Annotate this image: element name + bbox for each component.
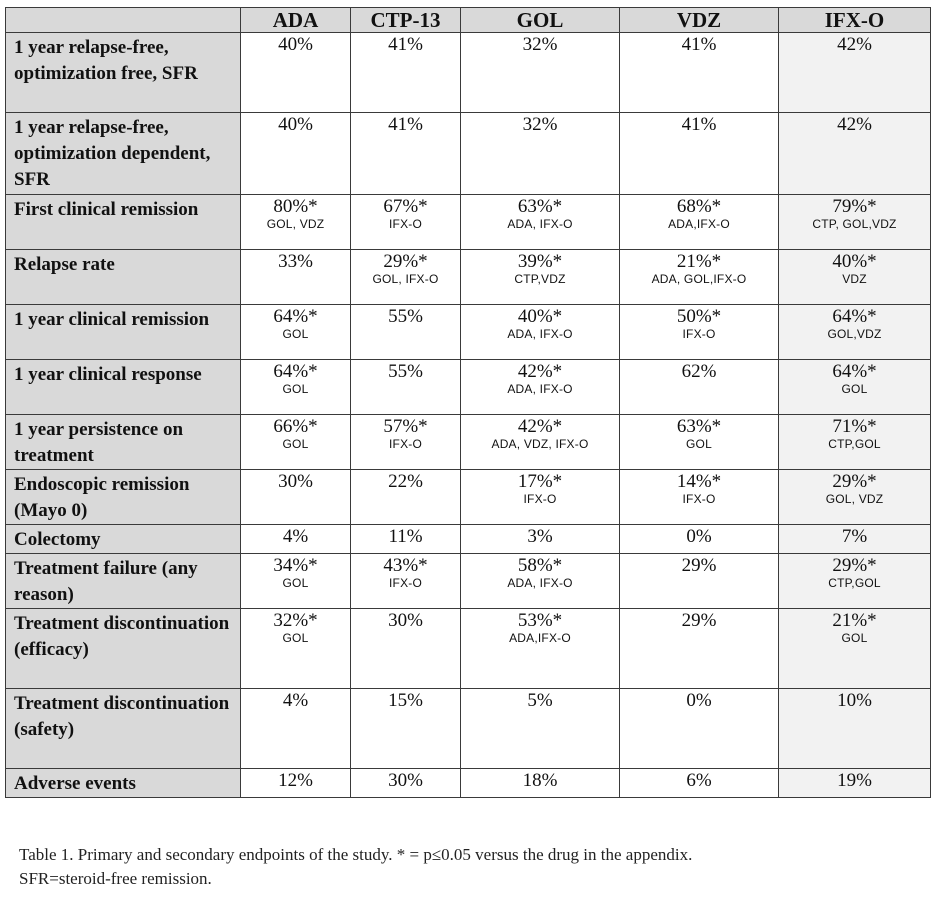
value-cell (241, 554, 351, 609)
row-label: Endoscopic remission (Mayo 0) (6, 470, 241, 525)
cell-value: 3% (527, 526, 553, 547)
value-cell (241, 525, 351, 554)
cell-comparison-note: ADA, IFX-O (507, 576, 573, 590)
value-cell (351, 360, 461, 415)
value-cell (620, 525, 779, 554)
value-cell (351, 609, 461, 689)
value-cell (779, 689, 931, 769)
cell-comparison-note: ADA, IFX-O (507, 217, 573, 231)
value-cell (779, 470, 931, 525)
cell-value: 4% (282, 690, 309, 711)
cell-value: 41% (681, 34, 717, 55)
row-label: Adverse events (6, 769, 241, 798)
value-cell (351, 470, 461, 525)
table-row (6, 609, 931, 689)
endpoints-table (5, 7, 931, 798)
value-cell (620, 609, 779, 689)
value-cell (351, 554, 461, 609)
row-label: 1 year relapse-free, optimization free, SFR (6, 33, 241, 113)
value-cell (620, 305, 779, 360)
value-cell (461, 415, 620, 470)
cell-value: 33% (278, 251, 313, 272)
value-cell (351, 195, 461, 250)
cell-value: 50%* (676, 306, 722, 327)
row-label: 1 year clinical remission (6, 305, 241, 360)
value-cell (461, 113, 620, 195)
table-row (6, 470, 931, 525)
value-cell (779, 609, 931, 689)
cell-comparison-note: IFX-O (389, 217, 422, 231)
cell-comparison-note: GOL, VDZ (266, 217, 325, 231)
caption-line-2: SFR=steroid-free remission. (19, 869, 212, 888)
table-row (6, 525, 931, 554)
cell-value: 22% (388, 471, 423, 492)
row-label: Treatment discontinuation (efficacy) (6, 609, 241, 689)
cell-value: 42% (837, 114, 872, 135)
value-cell (351, 113, 461, 195)
cell-value: 0% (686, 690, 712, 711)
cell-value: 55% (388, 306, 423, 327)
value-cell (620, 113, 779, 195)
value-cell (620, 769, 779, 798)
value-cell (779, 415, 931, 470)
cell-value: 79%* (832, 196, 877, 217)
value-cell (351, 250, 461, 305)
value-cell (461, 33, 620, 113)
cell-comparison-note: ADA,IFX-O (509, 631, 571, 645)
value-cell (779, 554, 931, 609)
cell-comparison-note: GOL (282, 327, 309, 341)
row-label: 1 year relapse-free, optimization dependent, SFR (6, 113, 241, 195)
cell-comparison-note: GOL, IFX-O (372, 272, 439, 286)
cell-value: 64%* (832, 361, 877, 382)
row-label: Colectomy (6, 525, 241, 554)
header-row (6, 8, 931, 33)
value-cell (620, 360, 779, 415)
cell-comparison-note: ADA,IFX-O (668, 217, 730, 231)
cell-value: 30% (388, 770, 423, 791)
column-header-ctp-13: CTP-13 (351, 8, 461, 33)
column-header-gol: GOL (461, 8, 620, 33)
cell-comparison-note: ADA, IFX-O (507, 382, 573, 396)
cell-comparison-note: ADA, GOL,IFX-O (651, 272, 747, 286)
cell-comparison-note: VDZ (842, 272, 867, 286)
value-cell (779, 113, 931, 195)
caption-line-1: Table 1. Primary and secondary endpoints of the study. * = p≤0.05 versus the drug in the appendix. (19, 845, 693, 864)
cell-value: 42%* (517, 361, 563, 382)
value-cell (351, 689, 461, 769)
cell-value: 15% (388, 690, 423, 711)
cell-value: 64%* (273, 361, 318, 382)
cell-value: 43%* (383, 555, 428, 576)
value-cell (241, 305, 351, 360)
row-label: 1 year clinical response (6, 360, 241, 415)
cell-value: 53%* (517, 610, 563, 631)
cell-comparison-note: IFX-O (523, 492, 557, 506)
cell-value: 68%* (676, 196, 722, 217)
cell-value: 66%* (273, 416, 318, 437)
row-label: 1 year persistence on treatment (6, 415, 241, 470)
cell-comparison-note: GOL (686, 437, 712, 451)
value-cell (461, 195, 620, 250)
value-cell (241, 689, 351, 769)
cell-value: 40%* (832, 251, 877, 272)
value-cell (779, 769, 931, 798)
cell-comparison-note: CTP,GOL (828, 437, 881, 451)
cell-value: 19% (837, 770, 872, 791)
value-cell (351, 33, 461, 113)
value-cell (241, 415, 351, 470)
table-body (6, 33, 931, 798)
table-row (6, 195, 931, 250)
cell-comparison-note: GOL (841, 382, 868, 396)
value-cell (241, 609, 351, 689)
value-cell (620, 33, 779, 113)
cell-value: 64%* (273, 306, 318, 327)
value-cell (779, 250, 931, 305)
cell-value: 30% (388, 610, 423, 631)
value-cell (241, 250, 351, 305)
column-header-vdz: VDZ (620, 8, 779, 33)
cell-comparison-note: IFX-O (682, 492, 716, 506)
table-row (6, 360, 931, 415)
value-cell (620, 689, 779, 769)
cell-value: 5% (527, 690, 553, 711)
cell-comparison-note: IFX-O (389, 437, 422, 451)
cell-value: 42%* (517, 416, 563, 437)
table-row (6, 113, 931, 195)
cell-value: 32% (522, 114, 558, 135)
cell-comparison-note: CTP, GOL,VDZ (812, 217, 897, 231)
cell-comparison-note: GOL, VDZ (825, 492, 884, 506)
value-cell (461, 609, 620, 689)
cell-value: 21%* (832, 610, 877, 631)
cell-comparison-note: GOL (282, 382, 309, 396)
cell-value: 57%* (383, 416, 428, 437)
value-cell (461, 470, 620, 525)
row-label: First clinical remission (6, 195, 241, 250)
table-row (6, 305, 931, 360)
value-cell (779, 33, 931, 113)
cell-comparison-note: IFX-O (389, 576, 422, 590)
cell-value: 32%* (273, 610, 318, 631)
column-header-ifx-o: IFX-O (779, 8, 931, 33)
value-cell (620, 195, 779, 250)
cell-value: 62% (681, 361, 717, 382)
value-cell (241, 360, 351, 415)
cell-value: 12% (278, 770, 313, 791)
value-cell (351, 769, 461, 798)
cell-value: 18% (522, 770, 558, 791)
cell-value: 6% (686, 770, 712, 791)
value-cell (461, 689, 620, 769)
cell-value: 42% (837, 34, 872, 55)
cell-value: 30% (278, 471, 313, 492)
cell-value: 32% (522, 34, 558, 55)
value-cell (620, 415, 779, 470)
cell-comparison-note: GOL (282, 576, 309, 590)
cell-value: 40% (278, 114, 313, 135)
cell-value: 41% (388, 34, 423, 55)
cell-value: 63%* (676, 416, 722, 437)
value-cell (779, 305, 931, 360)
cell-value: 29%* (383, 251, 428, 272)
cell-value: 63%* (517, 196, 563, 217)
cell-comparison-note: GOL (841, 631, 868, 645)
cell-value: 29% (681, 555, 717, 576)
cell-comparison-note: GOL,VDZ (827, 327, 882, 341)
value-cell (351, 305, 461, 360)
cell-value: 7% (841, 526, 868, 547)
cell-comparison-note: IFX-O (682, 327, 716, 341)
value-cell (779, 525, 931, 554)
cell-value: 55% (388, 361, 423, 382)
cell-value: 41% (681, 114, 717, 135)
value-cell (461, 554, 620, 609)
cell-value: 40%* (517, 306, 563, 327)
cell-comparison-note: CTP,GOL (828, 576, 881, 590)
cell-value: 71%* (832, 416, 877, 437)
value-cell (461, 525, 620, 554)
row-label: Treatment failure (any reason) (6, 554, 241, 609)
cell-value: 29%* (832, 555, 877, 576)
cell-value: 58%* (517, 555, 563, 576)
cell-comparison-note: ADA, IFX-O (507, 327, 573, 341)
cell-value: 21%* (676, 251, 722, 272)
value-cell (779, 195, 931, 250)
value-cell (351, 415, 461, 470)
table-row (6, 689, 931, 769)
cell-value: 39%* (517, 251, 563, 272)
value-cell (620, 250, 779, 305)
table-caption (19, 843, 692, 891)
value-cell (620, 470, 779, 525)
table-row (6, 250, 931, 305)
value-cell (461, 360, 620, 415)
cell-value: 29%* (832, 471, 877, 492)
value-cell (461, 305, 620, 360)
value-cell (461, 769, 620, 798)
value-cell (620, 554, 779, 609)
value-cell (779, 360, 931, 415)
table-row (6, 33, 931, 113)
value-cell (241, 195, 351, 250)
cell-value: 10% (837, 690, 872, 711)
cell-value: 41% (388, 114, 423, 135)
cell-value: 40% (278, 34, 313, 55)
row-label: Relapse rate (6, 250, 241, 305)
cell-value: 29% (681, 610, 717, 631)
table-row (6, 415, 931, 470)
value-cell (241, 470, 351, 525)
table-row (6, 554, 931, 609)
value-cell (241, 769, 351, 798)
cell-comparison-note: ADA, VDZ, IFX-O (491, 437, 589, 451)
table-row (6, 769, 931, 798)
cell-value: 64%* (832, 306, 877, 327)
header-corner-cell (6, 8, 241, 33)
value-cell (461, 250, 620, 305)
cell-comparison-note: GOL (282, 631, 309, 645)
cell-value: 67%* (383, 196, 428, 217)
cell-comparison-note: CTP,VDZ (514, 272, 566, 286)
cell-value: 11% (388, 526, 423, 547)
cell-comparison-note: GOL (282, 437, 309, 451)
value-cell (351, 525, 461, 554)
cell-value: 4% (282, 526, 309, 547)
cell-value: 0% (686, 526, 712, 547)
cell-value: 17%* (517, 471, 563, 492)
row-label: Treatment discontinuation (safety) (6, 689, 241, 769)
cell-value: 14%* (676, 471, 722, 492)
value-cell (241, 113, 351, 195)
column-header-ada: ADA (241, 8, 351, 33)
value-cell (241, 33, 351, 113)
cell-value: 80%* (273, 196, 318, 217)
cell-value: 34%* (273, 555, 318, 576)
